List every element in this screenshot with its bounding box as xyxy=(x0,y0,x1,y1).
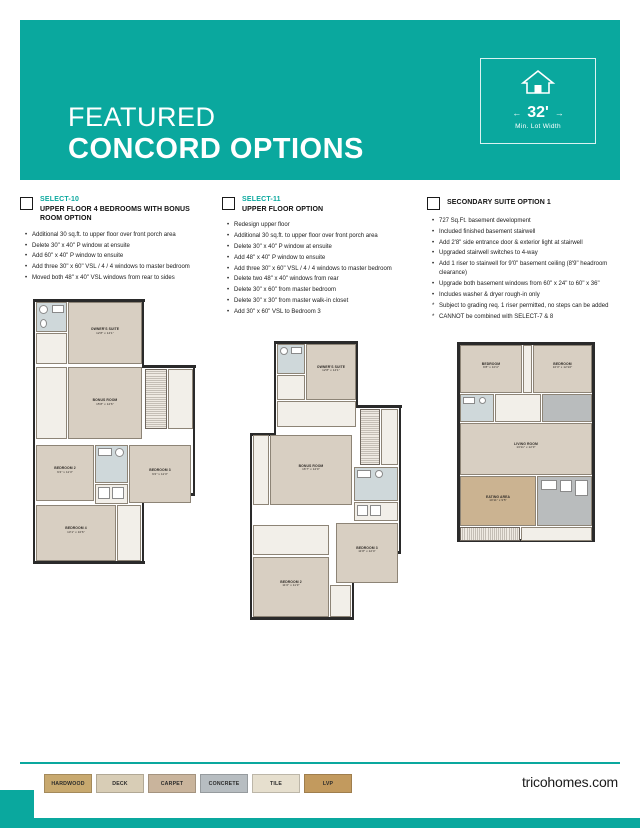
room-bedroom-2 xyxy=(36,445,94,501)
room-eating-area xyxy=(460,476,536,526)
room-dim-text: 10'3" x 12'10" xyxy=(552,365,573,370)
washer-fixture xyxy=(98,487,110,499)
footer-divider xyxy=(20,762,620,764)
bullet-text: Additional 30 sq.ft. to upper floor over front porch area xyxy=(32,231,176,238)
floorplan-secondary-suite xyxy=(427,336,620,586)
option-column-select-10 xyxy=(20,196,210,625)
list-item: • Delete 30" x 40" P window at ensuite xyxy=(227,244,332,251)
legend-swatch-label: HARDWOOD xyxy=(51,780,85,787)
room-dim-text: 9'2" x 11'3" xyxy=(152,471,168,476)
bullet-text: Delete two 48" x 40" windows from rear xyxy=(234,276,339,283)
legend-swatch xyxy=(96,774,144,793)
room-living xyxy=(460,423,592,475)
page-title xyxy=(68,104,364,164)
option-checkbox-select-11[interactable] xyxy=(222,197,235,210)
closet xyxy=(253,525,329,555)
bullet-text: Redesign upper floor xyxy=(234,222,290,229)
option-header xyxy=(427,196,620,210)
room-label-text: BEDROOM 2 xyxy=(54,466,76,471)
legend-swatch xyxy=(252,774,300,793)
floorplan-canvas xyxy=(230,335,416,625)
washer-fixture xyxy=(357,505,368,516)
list-item: • Delete 30" x 30" from master walk-in closet xyxy=(227,298,349,305)
bullet-text: Add 48" x 40" P window to ensuite xyxy=(234,254,326,261)
option-checkbox-secondary-suite[interactable] xyxy=(427,197,440,210)
list-item: • Add 48" x 40" P window to ensuite xyxy=(227,254,326,261)
closet xyxy=(117,505,141,561)
lot-width-badge xyxy=(480,58,596,144)
list-item-note: * CANNOT be combined with SELECT-7 & 8 xyxy=(432,313,554,320)
legend-swatch-label: TILE xyxy=(269,780,283,787)
list-item: • Add 1 riser to stairwell for 9'0" basement ceiling (8'9" headroom clearance) xyxy=(432,261,608,277)
legend-swatch-label: LVP xyxy=(322,780,334,787)
stairs xyxy=(360,409,380,465)
option-column-select-11 xyxy=(222,196,415,625)
room-bedroom-3 xyxy=(129,445,191,503)
legend-swatch-label: DECK xyxy=(112,780,128,787)
list-item: • Delete two 48" x 40" windows from rear xyxy=(227,276,339,283)
room-label-text: BEDROOM 4 xyxy=(65,526,87,531)
room-dim-text: 13'11" x 12'3" xyxy=(516,445,536,450)
tub-fixture xyxy=(463,397,475,404)
bullet-text: Included finished basement stairwell xyxy=(439,228,536,235)
legend-swatch-label: CARPET xyxy=(160,780,184,787)
sink-fixture xyxy=(479,397,486,404)
footer-accent-bar xyxy=(0,818,640,828)
option-header xyxy=(222,196,415,214)
room-label-text: BEDROOM xyxy=(553,361,572,366)
list-item: • Additional 30 sq.ft. to upper floor over front porch area xyxy=(227,233,378,240)
upper-hall xyxy=(36,367,67,439)
legend-swatch xyxy=(304,774,352,793)
closet xyxy=(523,345,532,393)
option-column-secondary-suite xyxy=(427,196,620,625)
room-utility xyxy=(542,394,592,422)
lot-width-caption: Min. Lot Width xyxy=(515,123,561,130)
option-bullet-list xyxy=(427,217,620,322)
legend-swatch xyxy=(200,774,248,793)
list-item: • Redesign upper floor xyxy=(227,222,290,229)
floorplan-select-10 xyxy=(20,293,210,568)
bullet-text: Add 30" x 60" VSL to Bedroom 3 xyxy=(234,308,321,315)
lot-width-measure xyxy=(481,104,595,122)
tub-fixture xyxy=(98,448,112,456)
stairs xyxy=(460,527,520,541)
counter-fixture xyxy=(541,480,557,490)
list-item: • Add three 30" x 60" VSL / 4 / 4 windows to master bedroom xyxy=(25,264,190,271)
bullet-text: 727 Sq.Ft. basement development xyxy=(439,218,531,224)
list-item: • Add 60" x 40" P window to ensuite xyxy=(25,253,124,260)
page-title-line-1: FEATURED xyxy=(68,102,216,132)
room-label-text: OWNER'S SUITE xyxy=(90,327,120,332)
option-name-label: UPPER FLOOR OPTION xyxy=(242,206,324,213)
room-walk-in-closet xyxy=(277,375,305,400)
room-dim-text: 9'4" x 11'3" xyxy=(57,469,73,474)
room-owners-suite xyxy=(306,344,356,400)
dryer-fixture xyxy=(112,487,124,499)
options-columns xyxy=(20,196,620,625)
list-item: • Includes washer & dryer rough-in only xyxy=(432,292,540,299)
closet xyxy=(330,585,351,617)
floorplan-canvas xyxy=(441,336,627,586)
list-item: • Upgrade both basement windows from 60" x 24" to 60" x 36" xyxy=(432,281,600,288)
list-item: • Included finished basement stairwell xyxy=(432,228,536,235)
room-dim-text: 16'7" x 12'0" xyxy=(302,467,320,472)
room-label-text: LIVING ROOM xyxy=(514,441,538,446)
list-item: • Additional 30 sq.ft. to upper floor over front porch area xyxy=(25,231,176,238)
room-bedroom-4 xyxy=(36,505,116,561)
lot-width-value: 32' xyxy=(527,104,549,121)
option-name-label: UPPER FLOOR 4 BEDROOMS WITH BONUS ROOM OPTION xyxy=(40,206,190,223)
room-label-text: BEDROOM 3 xyxy=(149,468,171,473)
room-label-text: BEDROOM 3 xyxy=(356,546,378,551)
list-item: • Upgraded stairwell switches to 4-way xyxy=(432,250,538,257)
bullet-text: Moved both 48" x 40" VSL windows from rear to sides xyxy=(32,275,175,282)
room-dim-text: 15'8" x 12'6" xyxy=(96,401,114,406)
range-fixture xyxy=(560,480,572,492)
option-name-label: SECONDARY SUITE OPTION 1 xyxy=(447,199,551,206)
legend-swatch xyxy=(148,774,196,793)
tub-fixture xyxy=(291,347,302,354)
list-item: • 727 Sq.Ft. basement development xyxy=(432,218,531,224)
tub-fixture xyxy=(357,470,371,478)
room-label-text: BEDROOM xyxy=(481,361,501,366)
bullet-text: Add 2'8" side entrance door & exterior light at stairwell xyxy=(439,239,583,246)
side-entry xyxy=(521,527,592,541)
header-banner xyxy=(20,20,620,180)
room-dim-text: 11'0" x 11'3" xyxy=(282,583,300,588)
landing xyxy=(381,409,398,465)
option-id-label: SELECT-10 xyxy=(40,196,80,203)
upper-hall xyxy=(277,401,356,427)
legend-swatches xyxy=(44,774,352,793)
option-bullet-list xyxy=(222,221,415,317)
room-label-text: OWNER'S SUITE xyxy=(316,365,346,370)
bullet-text: Delete 30" x 60" from master bedroom xyxy=(234,287,336,294)
room-label-text: BEDROOM 2 xyxy=(280,580,302,585)
arrow-left-icon: ← xyxy=(512,107,522,118)
room-label-text: BONUS ROOM xyxy=(92,398,118,403)
room-dim-text: 12'8" x 14'1" xyxy=(96,330,114,335)
note-text: Subject to grading req. 1 riser permitted, no steps can be added xyxy=(439,302,609,309)
list-item: • Delete 30" x 60" from master bedroom xyxy=(227,287,336,294)
bullet-text: Includes washer & dryer rough-in only xyxy=(439,292,540,299)
bullet-text: Delete 30" x 40" P window at ensuite xyxy=(32,242,130,249)
bullet-text: Add three 30" x 60" VSL / 4 / 4 windows to master bedroom xyxy=(32,264,190,271)
room-bonus xyxy=(270,435,352,505)
note-text: CANNOT be combined with SELECT-7 & 8 xyxy=(439,313,554,320)
bullet-text: Upgrade both basement windows from 60" x 24" to 60" x 36" xyxy=(439,281,600,288)
room-bedroom-left xyxy=(460,345,522,393)
room-dim-text: 13'1" x 10'6" xyxy=(67,529,85,534)
bullet-text: Delete 30" x 30" from master walk-in closet xyxy=(234,298,349,305)
room-dim-text: 10'11" x 9'5" xyxy=(489,498,507,503)
hall-closet xyxy=(253,435,269,505)
stairs xyxy=(145,369,167,429)
list-item: • Add 2'8" side entrance door & exterior light at stairwell xyxy=(432,239,583,246)
dryer-fixture xyxy=(370,505,381,516)
page-title-line-2: CONCORD OPTIONS xyxy=(68,133,364,165)
list-item: • Add three 30" x 60" VSL / 4 / 4 windows to master bedroom xyxy=(227,265,392,272)
list-item-note: * Subject to grading req. 1 riser permitted, no steps can be added xyxy=(432,302,609,309)
option-bullet-list xyxy=(20,231,210,283)
room-dim-text: 11'8" x 12'4" xyxy=(358,549,376,554)
room-hall xyxy=(495,394,541,422)
room-dim-text: 12'8" x 14'1" xyxy=(322,368,340,373)
bullet-text: Add 1 riser to stairwell for 9'0" basement ceiling (8'9" headroom clearance) xyxy=(439,261,608,277)
room-owners-suite xyxy=(68,302,142,364)
bullet-text: Delete 30" x 40" P window at ensuite xyxy=(234,244,332,251)
landing xyxy=(168,369,193,429)
list-item: • Add 30" x 60" VSL to Bedroom 3 xyxy=(227,308,321,315)
brand-website: tricohomes.com xyxy=(521,774,618,790)
legend-swatch xyxy=(44,774,92,793)
legend-swatch-label: CONCRETE xyxy=(208,780,240,787)
bullet-text: Add 60" x 40" P window to ensuite xyxy=(32,253,124,260)
option-header xyxy=(20,196,210,224)
bullet-text: Additional 30 sq.ft. to upper floor over front porch area xyxy=(234,233,378,240)
bullet-text: Upgraded stairwell switches to 4-way xyxy=(439,250,538,257)
option-id-label: SELECT-11 xyxy=(242,196,281,203)
bullet-text: Add three 30" x 60" VSL / 4 / 4 windows to master bedroom xyxy=(234,265,392,272)
fridge-fixture xyxy=(575,480,588,496)
room-label-text: BONUS ROOM xyxy=(298,464,324,469)
list-item: • Delete 30" x 40" P window at ensuite xyxy=(25,242,130,249)
list-item: • Moved both 48" x 40" VSL windows from rear to sides xyxy=(25,275,175,282)
room-walk-in-closet xyxy=(36,333,67,364)
room-bedroom-right xyxy=(533,345,592,393)
room-bonus xyxy=(68,367,142,439)
house-icon xyxy=(481,67,595,102)
room-bedroom-2 xyxy=(253,557,329,617)
room-bedroom-3 xyxy=(336,523,398,583)
tub-fixture xyxy=(52,305,64,313)
floorplan-canvas xyxy=(25,293,203,568)
room-dim-text: 9'8" x 10'4" xyxy=(483,365,499,370)
floorplan-select-11 xyxy=(222,335,415,625)
option-checkbox-select-10[interactable] xyxy=(20,197,33,210)
room-label-text: EATING AREA xyxy=(485,494,511,499)
arrow-right-icon: → xyxy=(554,107,564,118)
